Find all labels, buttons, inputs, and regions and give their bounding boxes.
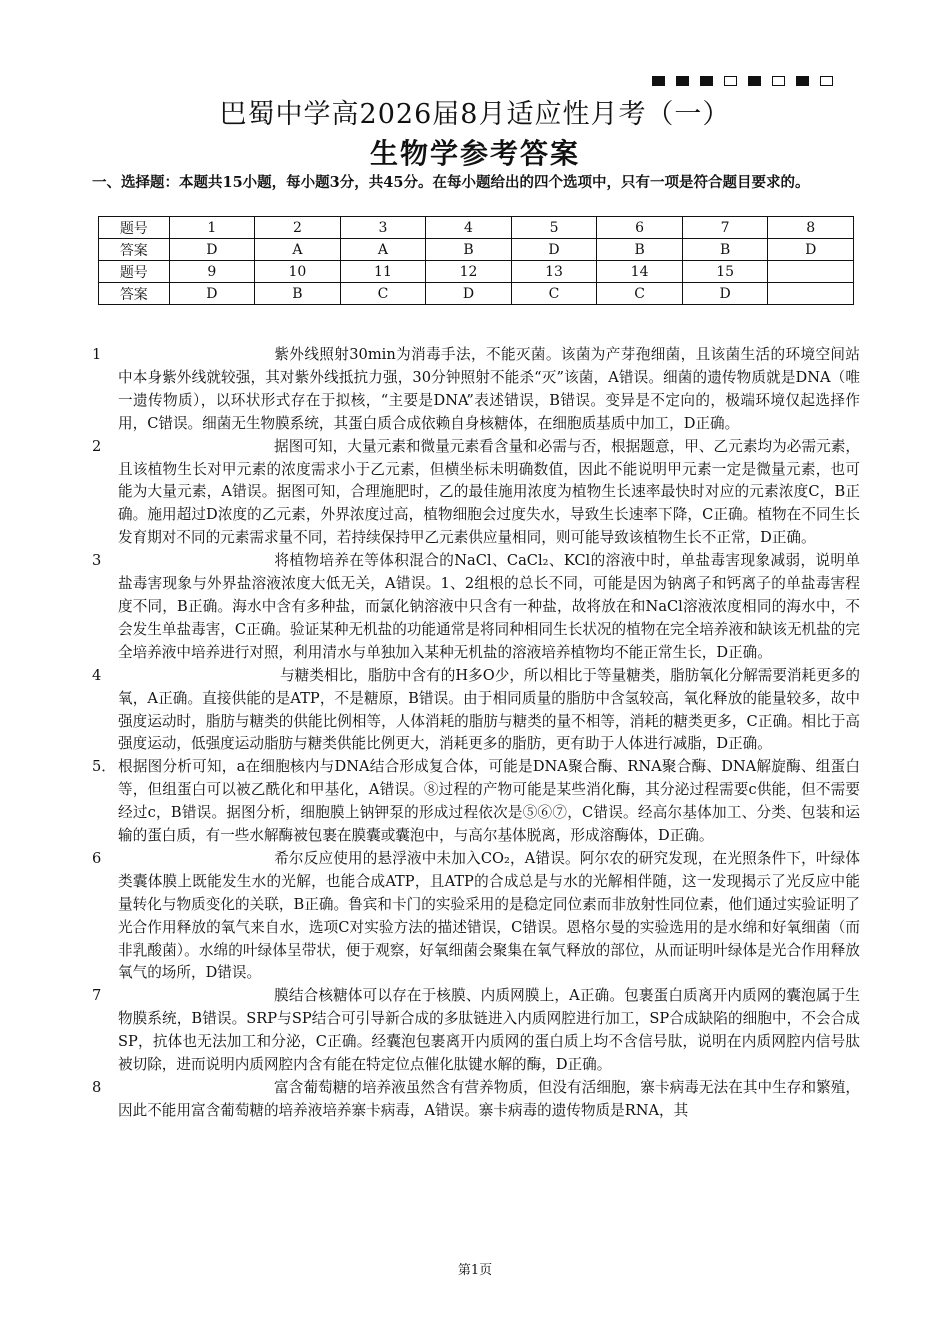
question-cell: 10 [255, 261, 341, 283]
mark-box [700, 76, 713, 86]
explanation-3 [92, 550, 860, 665]
question-number: 7 [92, 987, 102, 1005]
mark-box [652, 76, 665, 86]
question-cell: 1 [169, 217, 255, 239]
table-row-question-2 [99, 261, 854, 283]
question-number: 5． [92, 758, 116, 776]
question-cell: 13 [511, 261, 597, 283]
question-cell: 2 [255, 217, 341, 239]
answer-cell: C [511, 283, 597, 305]
explanation-5 [92, 756, 860, 848]
answer-cell: D [511, 239, 597, 261]
explanation-1 [92, 344, 860, 436]
answer-key-title: 生物学参考答案 [369, 137, 580, 170]
question-cell [768, 261, 854, 283]
answer-cell: D [768, 239, 854, 261]
mark-box [676, 76, 689, 86]
question-cell: 15 [682, 261, 768, 283]
answer-cell: D [426, 283, 512, 305]
question-cell: 8 [768, 217, 854, 239]
table-row-answer-2 [99, 283, 854, 305]
answer-cell: A [255, 239, 341, 261]
answer-cell: D [682, 283, 768, 305]
answer-cell: C [597, 283, 683, 305]
question-cell: 3 [340, 217, 426, 239]
question-number: 6 [92, 849, 102, 867]
header-marks [652, 76, 833, 86]
explanation-text: 将植物培养在等体积混合的NaCl、CaCl₂、KCl的溶液中时，单盐毒害现象减弱，说明单盐毒害现象与外界盐溶液浓度大低无关，A错误。1、2组根的总长不同，可能是因为钠离子和钙离子的单盐毒害程度不同，B正确。海水中含有多种盐，而氯化钠溶液中只含有一种盐，故将放在和NaCl溶液浓度相同的海水中，不会发生单盐毒害，C正确。验证某种无机盐的功能通常是将同种相同生长状况的植物在完全培养液和缺该无机盐的完全培养液中培养进行对照，利用清水与单独加入某种无机盐的溶液培养植物均不能正常生长，D正确。 [118, 552, 860, 661]
answer-table [98, 216, 854, 305]
table-row-question-1 [99, 217, 854, 239]
explanation-4 [92, 665, 860, 757]
question-number: 4 [92, 666, 102, 684]
explanation-6 [92, 848, 860, 985]
row-label: 题号 [99, 217, 170, 239]
section-heading: 一、选择题：本题共15小题，每小题3分，共45分。在每小题给出的四个选项中，只有一项是符合题目要求的。 [92, 174, 810, 191]
answer-cell: C [340, 283, 426, 305]
question-cell: 5 [511, 217, 597, 239]
explanation-8 [92, 1077, 860, 1123]
explanation-text: 与糖类相比，脂肪中含有的H多O少，所以相比于等量糖类，脂肪氧化分解需要消耗更多的氧，A正确。直接供能的是ATP，不是糖原，B错误。由于相同质量的脂肪中含氢较高，氧化释放的能量较多，故中强度运动时，脂肪与糖类的供能比例相等，人体消耗的脂肪与糖类的量不相等，消耗的糖类更多，C正确。相比于高强度运动，低强度运动脂肪与糖类供能比例更大，消耗更多的脂肪，更有助于人体进行减脂，D正确。 [118, 666, 860, 753]
explanation-text: 富含葡萄糖的培养液虽然含有营养物质，但没有活细胞，寨卡病毒无法在其中生存和繁殖，因此不能用富含葡萄糖的培养液培养寨卡病毒，A错误。寨卡病毒的遗传物质是RNA，其 [118, 1079, 860, 1119]
mark-box [748, 76, 761, 86]
mark-box [820, 76, 833, 86]
explanation-7 [92, 985, 860, 1077]
question-cell: 12 [426, 261, 512, 283]
answer-cell: B [682, 239, 768, 261]
question-number: 8 [92, 1079, 102, 1096]
question-number: 2 [92, 437, 102, 455]
row-label: 答案 [99, 239, 170, 261]
explanation-text: 据图可知，大量元素和微量元素看含量和必需与否，根据题意，甲、乙元素均为必需元素，且该植物生长对甲元素的浓度需求小于乙元素，但横坐标未明确数值，因此不能说明甲元素一定是微量元素，也可能为大量元素，A错误。据图可知，合理施肥时，乙的最佳施用浓度为植物生长速率最快时对应的元素浓度C，B正确。施用超过D浓度的乙元素，外界浓度过高，植物细胞会过度失水，导致生长速率下降，C正确。植物在不同生长发育期对不同的元素需求量不同，若持续保持甲乙元素供应量相同，则可能导致该植物生长不正常，D正确。 [118, 437, 860, 547]
question-number: 3 [92, 552, 102, 570]
explanation-text: 希尔反应使用的悬浮液中未加入CO₂，A错误。阿尔农的研究发现，在光照条件下，叶绿体类囊体膜上既能发生水的光解，也能合成ATP，且ATP的合成总是与水的光解相伴随，这一发现揭示了光反应中能量转化与物质变化的关联，B正确。鲁宾和卡门的实验采用的是稳定同位素而非放射性同位素，他们通过实验证明了光合作用释放的氧气来自水，选项C对实验方法的描述错误，C错误。恩格尔曼的实验选用的是水绵和好氧细菌（而非乳酸菌）。水绵的叶绿体呈带状，便于观察，好氧细菌会聚集在氧气释放的部位，从而证明叶绿体是光合作用释放氧气的场所，D错误。 [118, 849, 860, 982]
page-number: 第1页 [457, 1263, 493, 1278]
question-cell: 11 [340, 261, 426, 283]
row-label: 答案 [99, 283, 170, 305]
mark-box [796, 76, 809, 86]
question-cell: 14 [597, 261, 683, 283]
mark-box [772, 76, 785, 86]
answer-cell: D [169, 283, 255, 305]
question-number: 1 [92, 346, 102, 363]
explanation-text: 根据图分析可知，a在细胞核内与DNA结合形成复合体，可能是DNA聚合酶、RNA聚合酶、DNA解旋酶、组蛋白等，但组蛋白可以被乙酰化和甲基化，A错误。⑧过程的产物可能是某些消化酶，其分泌过程需要c供能，但不需要经过c，B错误。据图分析，细胞膜上钠钾泵的形成过程依次是⑤⑥⑦，C错误。经高尔基体加工、分类、包装和运输的蛋白质，有一些水解酶被包裹在膜囊或囊泡中，与高尔基体脱离，形成溶酶体，D正确。 [118, 758, 860, 845]
exam-title: 巴蜀中学高2026届8月适应性月考（一） [219, 99, 731, 130]
mark-box [724, 76, 737, 86]
explanation-text: 膜结合核糖体可以存在于核膜、内质网膜上，A正确。包裹蛋白质离开内质网的囊泡属于生物膜系统，B错误。SRP与SP结合可引导新合成的多肽链进入内质网腔进行加工，SP合成缺陷的细胞中，不会合成SP，抗体也无法加工和分泌，C正确。经囊泡包裹离开内质网的蛋白质上均不含信号肽，说明在内质网腔内信号肽被切除，进而说明内质网腔内含有能在特定位点催化肽键水解的酶，D正确。 [118, 987, 860, 1074]
explanation-2 [92, 436, 860, 551]
answer-cell: A [340, 239, 426, 261]
answer-cell: D [169, 239, 255, 261]
answer-cell: B [426, 239, 512, 261]
answer-cell: B [255, 283, 341, 305]
question-cell: 4 [426, 217, 512, 239]
explanations [92, 344, 860, 1123]
row-label: 题号 [99, 261, 170, 283]
answer-cell [768, 283, 854, 305]
answer-cell: B [597, 239, 683, 261]
question-cell: 7 [682, 217, 768, 239]
question-cell: 6 [597, 217, 683, 239]
explanation-text: 紫外线照射30min为消毒手法，不能灭菌。该菌为产芽孢细菌，且该菌生活的环境空间站中本身紫外线就较强，其对紫外线抵抗力强，30分钟照射不能杀“灭”该菌，A错误。细菌的遗传物质就是DNA（唯一遗传物质），以环状形式存在于拟核，“主要是DNA”表述错误，B错误。变异是不定向的，极端环境仅起选择作用，C错误。细菌无生物膜系统，其蛋白质合成依赖自身核糖体，在细胞质基质中加工，D正确。 [118, 346, 860, 432]
question-cell: 9 [169, 261, 255, 283]
table-row-answer-1 [99, 239, 854, 261]
